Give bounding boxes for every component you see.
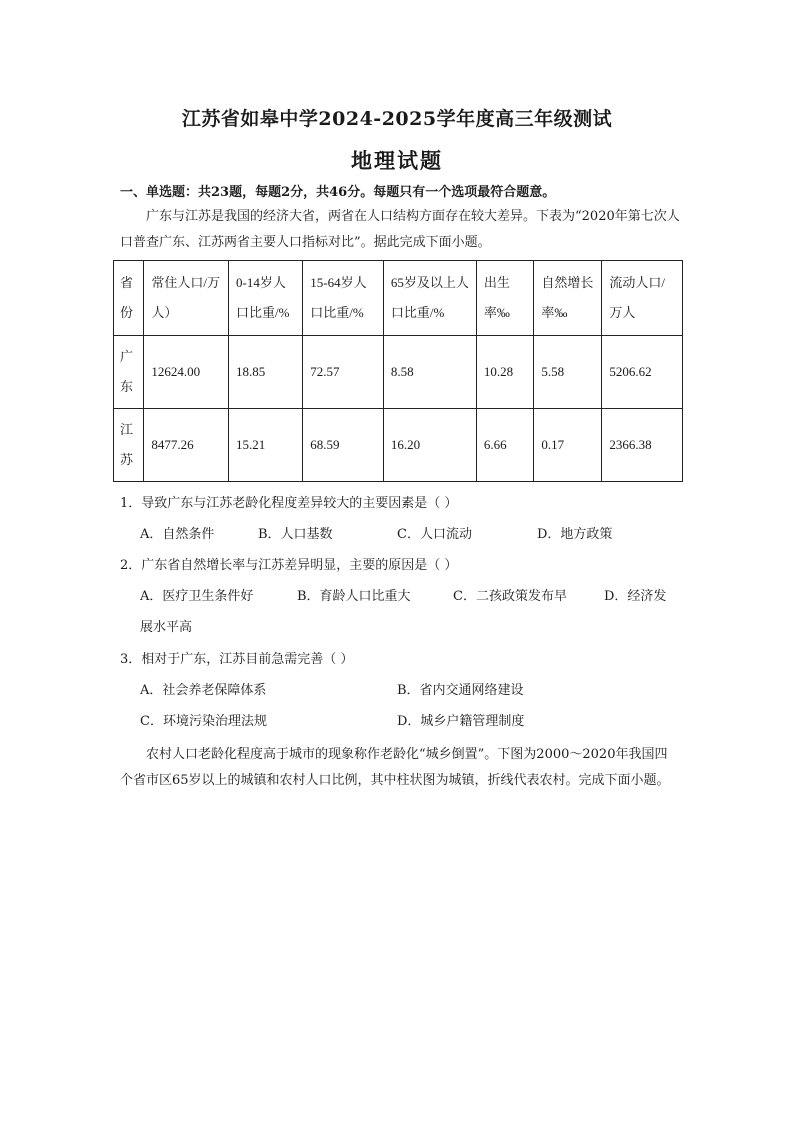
table-cell: 江苏: [114, 409, 144, 482]
table-header-cell: 流动人口/万人: [602, 261, 683, 336]
question-1-option-b[interactable]: B．人口基数: [258, 527, 333, 542]
table-header-cell: 0-14岁人口比重/%: [229, 261, 303, 336]
question-2-option-a[interactable]: A．医疗卫生条件好: [140, 589, 254, 604]
table-cell: 16.20: [383, 409, 476, 482]
table-cell: 5.58: [534, 336, 602, 409]
question-1-stem: 1．导致广东与江苏老龄化程度差异较大的主要因素是（ ）: [120, 496, 458, 511]
table-cell: 5206.62: [602, 336, 683, 409]
table-cell: 8477.26: [144, 409, 229, 482]
question-2-option-c[interactable]: C．二孩政策发布早: [453, 589, 567, 604]
question-2-option-d[interactable]: D．经济发: [604, 589, 667, 604]
table-header-cell: 常住人口/万人）: [144, 261, 229, 336]
table-header-cell: 出生率‰: [476, 261, 534, 336]
table-cell: 8.58: [383, 336, 476, 409]
question-3-option-a[interactable]: A．社会养老保障体系: [140, 683, 267, 698]
table-header-row: [114, 261, 683, 336]
school-title: 江苏省如皋中学2024-2025学年度高三年级测试: [181, 108, 613, 130]
table-cell: 广东: [114, 336, 144, 409]
table-cell: 72.57: [303, 336, 384, 409]
table-cell: 2366.38: [602, 409, 683, 482]
question-3-option-d[interactable]: D．城乡户籍管理制度: [397, 714, 525, 729]
table-cell: 18.85: [229, 336, 303, 409]
question-3-option-c[interactable]: C．环境污染治理法规: [140, 714, 267, 729]
question-3-stem: 3．相对于广东，江苏目前急需完善（ ）: [120, 652, 354, 667]
table-cell: 68.59: [303, 409, 384, 482]
table-row: [114, 336, 683, 409]
subject-title: 地理试题: [351, 148, 443, 173]
question-2-option-b[interactable]: B．育龄人口比重大: [297, 589, 411, 604]
table-cell: 12624.00: [144, 336, 229, 409]
table-cell: 6.66: [476, 409, 534, 482]
table-cell: 0.17: [534, 409, 602, 482]
table-cell: 15.21: [229, 409, 303, 482]
question-1-option-c[interactable]: C．人口流动: [397, 527, 472, 542]
question-1-option-a[interactable]: A．自然条件: [140, 527, 215, 542]
table-header-cell: 自然增长率‰: [534, 261, 602, 336]
intro-paragraph: 广东与江苏是我国的经济大省，两省在人口结构方面存在较大差异。下表为“2020年第七次人口普查广东、江苏两省主要人口指标对比”。据此完成下面小题。: [120, 209, 680, 250]
table-row: [114, 409, 683, 482]
question-2-option-d-continued: 展水平高: [140, 620, 193, 635]
question-1-option-d[interactable]: D．地方政策: [537, 527, 613, 542]
table-header-cell: 65岁及以上人口比重/%: [383, 261, 476, 336]
table-header-cell: 15-64岁人口比重/%: [303, 261, 384, 336]
table-cell: 10.28: [476, 336, 534, 409]
table-header-cell: 省份: [114, 261, 144, 336]
intro-paragraph-2: 农村人口老龄化程度高于城市的现象称作老龄化“城乡倒置”。下图为2000～2020年我国四个省市区65岁以上的城镇和农村人口比例，其中柱状图为城镇，折线代表农村。完成下面小题。: [120, 747, 670, 788]
section-heading: 一、单选题：共23题，每题2分，共46分。每题只有一个选项最符合题意。: [120, 185, 556, 200]
question-2-stem: 2．广东省自然增长率与江苏差异明显，主要的原因是（ ）: [120, 558, 458, 573]
population-table: [113, 260, 683, 482]
question-3-option-b[interactable]: B．省内交通网络建设: [397, 683, 524, 698]
